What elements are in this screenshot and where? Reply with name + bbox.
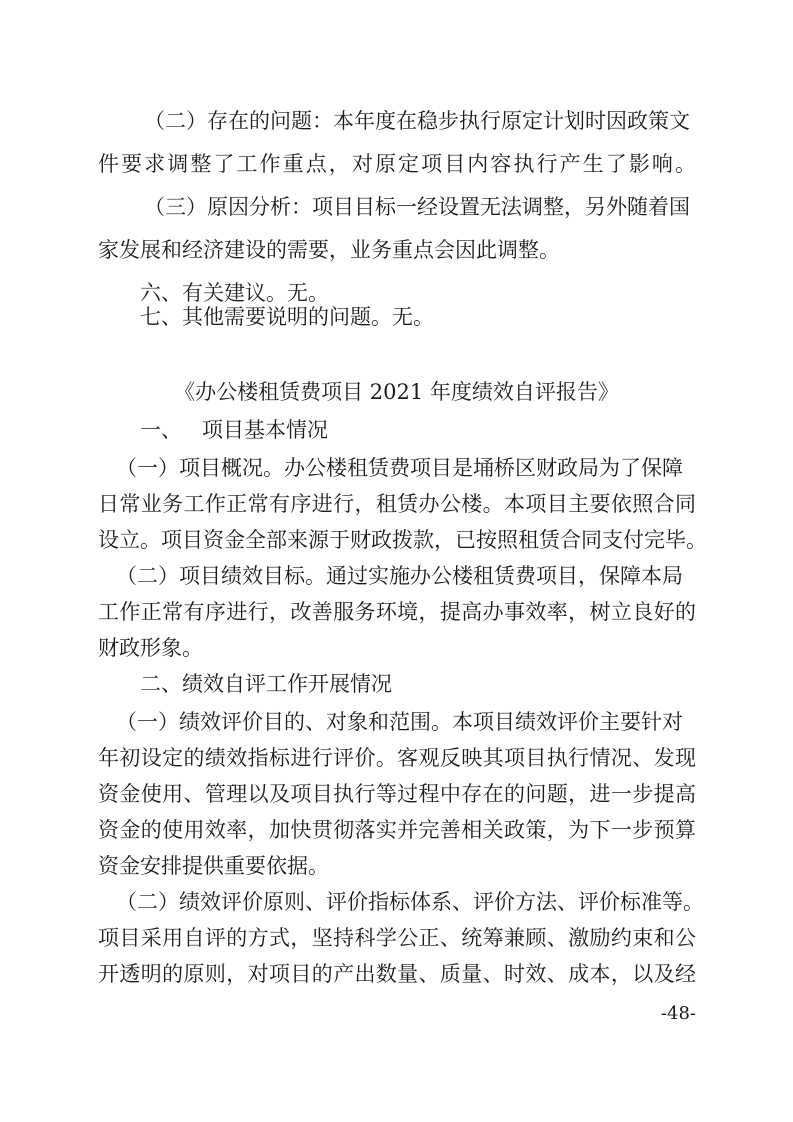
paragraph-line: 项目采用自评的方式，坚持科学公正、统筹兼顾、激励约束和公 [98, 926, 696, 950]
paragraph-line: （一）绩效评价目的、对象和范围。本项目绩效评价主要针对 [116, 710, 683, 734]
paragraph-line: （二）绩效评价原则、评价指标体系、评价方法、评价标准等。 [116, 890, 704, 914]
paragraph-line: 日常业务工作正常有序进行，租赁办公楼。本项目主要依照合同 [98, 492, 696, 516]
paragraph-line: 件要求调整了工作重点，对原定项目内容执行产生了影响。 [98, 152, 696, 176]
paragraph-line: 家发展和经济建设的需要，业务重点会因此调整。 [98, 238, 560, 262]
paragraph-line: 资金安排提供重要依据。 [98, 854, 329, 878]
paragraph-line: （二）存在的问题：本年度在稳步执行原定计划时因政策文 [144, 109, 690, 133]
paragraph-line: （二）项目绩效目标。通过实施办公楼租赁费项目，保障本局 [116, 564, 683, 588]
paragraph-line: 年初设定的绩效指标进行评价。客观反映其项目执行情况、发现 [98, 746, 696, 770]
report-title: 《办公楼租赁费项目 2021 年度绩效自评报告》 [174, 380, 619, 404]
paragraph-line: 工作正常有序进行，改善服务环境，提高办事效率，树立良好的 [98, 600, 696, 624]
section-heading: 二、绩效自评工作开展情况 [140, 672, 392, 696]
section-heading: 一、 项目基本情况 [140, 418, 329, 442]
paragraph-line: （三）原因分析：项目目标一经设置无法调整，另外随着国 [144, 195, 690, 219]
paragraph-line: 开透明的原则，对项目的产出数量、质量、时效、成本，以及经 [98, 962, 696, 986]
paragraph-line: 设立。项目资金全部来源于财政拨款，已按照租赁合同支付完毕。 [98, 528, 707, 552]
paragraph-line: 资金的使用效率，加快贯彻落实并完善相关政策，为下一步预算 [98, 818, 696, 842]
page-number: -48- [660, 1003, 696, 1024]
paragraph-line: 资金使用、管理以及项目执行等过程中存在的问题，进一步提高 [98, 782, 696, 806]
section-heading: 六、有关建议。无。 [140, 281, 329, 305]
paragraph-line: 财政形象。 [98, 636, 203, 660]
paragraph-line: （一）项目概况。办公楼租赁费项目是埇桥区财政局为了保障 [116, 456, 683, 480]
section-heading: 七、其他需要说明的问题。无。 [140, 305, 434, 329]
